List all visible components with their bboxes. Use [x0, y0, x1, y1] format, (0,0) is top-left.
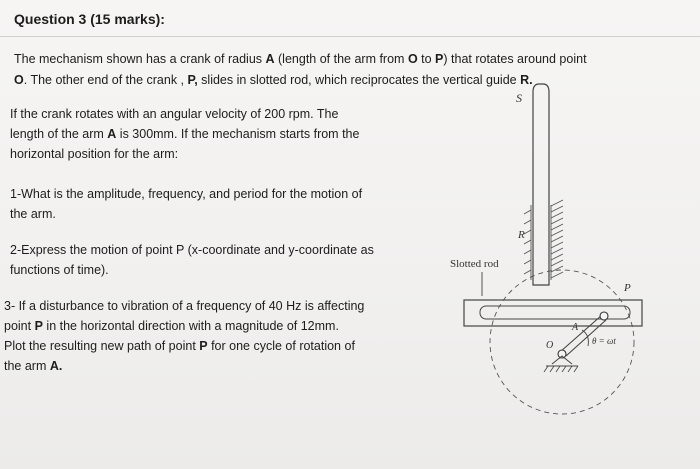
label-theta: θ = ωt: [592, 336, 616, 346]
q2-line-2: functions of time).: [10, 263, 109, 277]
text-bold: A.: [49, 359, 63, 373]
pivot-o: [544, 350, 578, 372]
text: . The other end of the crank ,: [23, 73, 188, 87]
q3-line-4: [4, 356, 424, 376]
question-1: [10, 184, 430, 224]
q3-line-1: 3- If a disturbance to vibration of a frequency of 40 Hz is affecting: [4, 299, 365, 313]
q1-line-1: 1-What is the amplitude, frequency, and period for the motion of: [10, 187, 363, 201]
text-bold: P: [199, 339, 208, 353]
title-divider: [0, 36, 700, 37]
text: to: [417, 52, 436, 66]
text: in the horizontal direction with a magnitude of 12mm.: [42, 319, 339, 333]
label-slotted-rod: Slotted rod: [450, 258, 499, 270]
text: for one cycle of rotation of: [207, 339, 355, 353]
text-bold: P: [435, 52, 444, 66]
pivot-p: [600, 312, 608, 320]
label-a: A: [572, 322, 579, 333]
given-line-3: horizontal position for the arm:: [10, 147, 179, 161]
text: is 300mm. If the mechanism starts from the: [116, 127, 360, 141]
label-o: O: [546, 340, 554, 351]
text-bold: O: [14, 73, 24, 87]
given-line-2: [10, 124, 430, 144]
text: The mechanism shown has a crank of radius: [14, 52, 266, 66]
text-bold: R.: [520, 73, 533, 87]
given-line-1: If the crank rotates with an angular velocity of 200 rpm. The: [10, 107, 339, 121]
text: (length of the arm from: [274, 52, 408, 66]
label-s: S: [516, 91, 522, 105]
text: length of the arm: [10, 127, 108, 141]
text: slides in slotted rod, which reciprocates the vertical guide: [197, 73, 521, 87]
text: point: [4, 319, 35, 333]
text-bold: O: [407, 52, 418, 66]
label-r: R: [518, 229, 525, 241]
statement-line-1: [14, 49, 674, 70]
question-title: Question 3 (15 marks):: [14, 11, 165, 27]
text: ) that rotates around point: [443, 52, 587, 66]
q3-line-2: [4, 316, 424, 336]
label-p: P: [624, 282, 631, 294]
text-bold: A: [107, 127, 117, 141]
question-3: [4, 296, 424, 376]
text: the arm: [4, 359, 50, 373]
text: Plot the resulting new path of point: [4, 339, 200, 353]
q3-line-3: [4, 336, 424, 356]
text-bold: P: [34, 319, 43, 333]
q1-line-2: the arm.: [10, 207, 56, 221]
q2-line-1: 2-Express the motion of point P (x-coordinate and y-coordinate as: [10, 243, 374, 257]
mechanism-diagram: [440, 80, 700, 440]
text-bold: A: [265, 52, 275, 66]
slotted-rod-shape: [464, 300, 642, 326]
vertical-rod: [533, 84, 549, 285]
given-conditions: [10, 104, 430, 164]
text-bold: P,: [187, 73, 198, 87]
guide-hatching: [524, 200, 563, 280]
question-2: [10, 240, 430, 280]
